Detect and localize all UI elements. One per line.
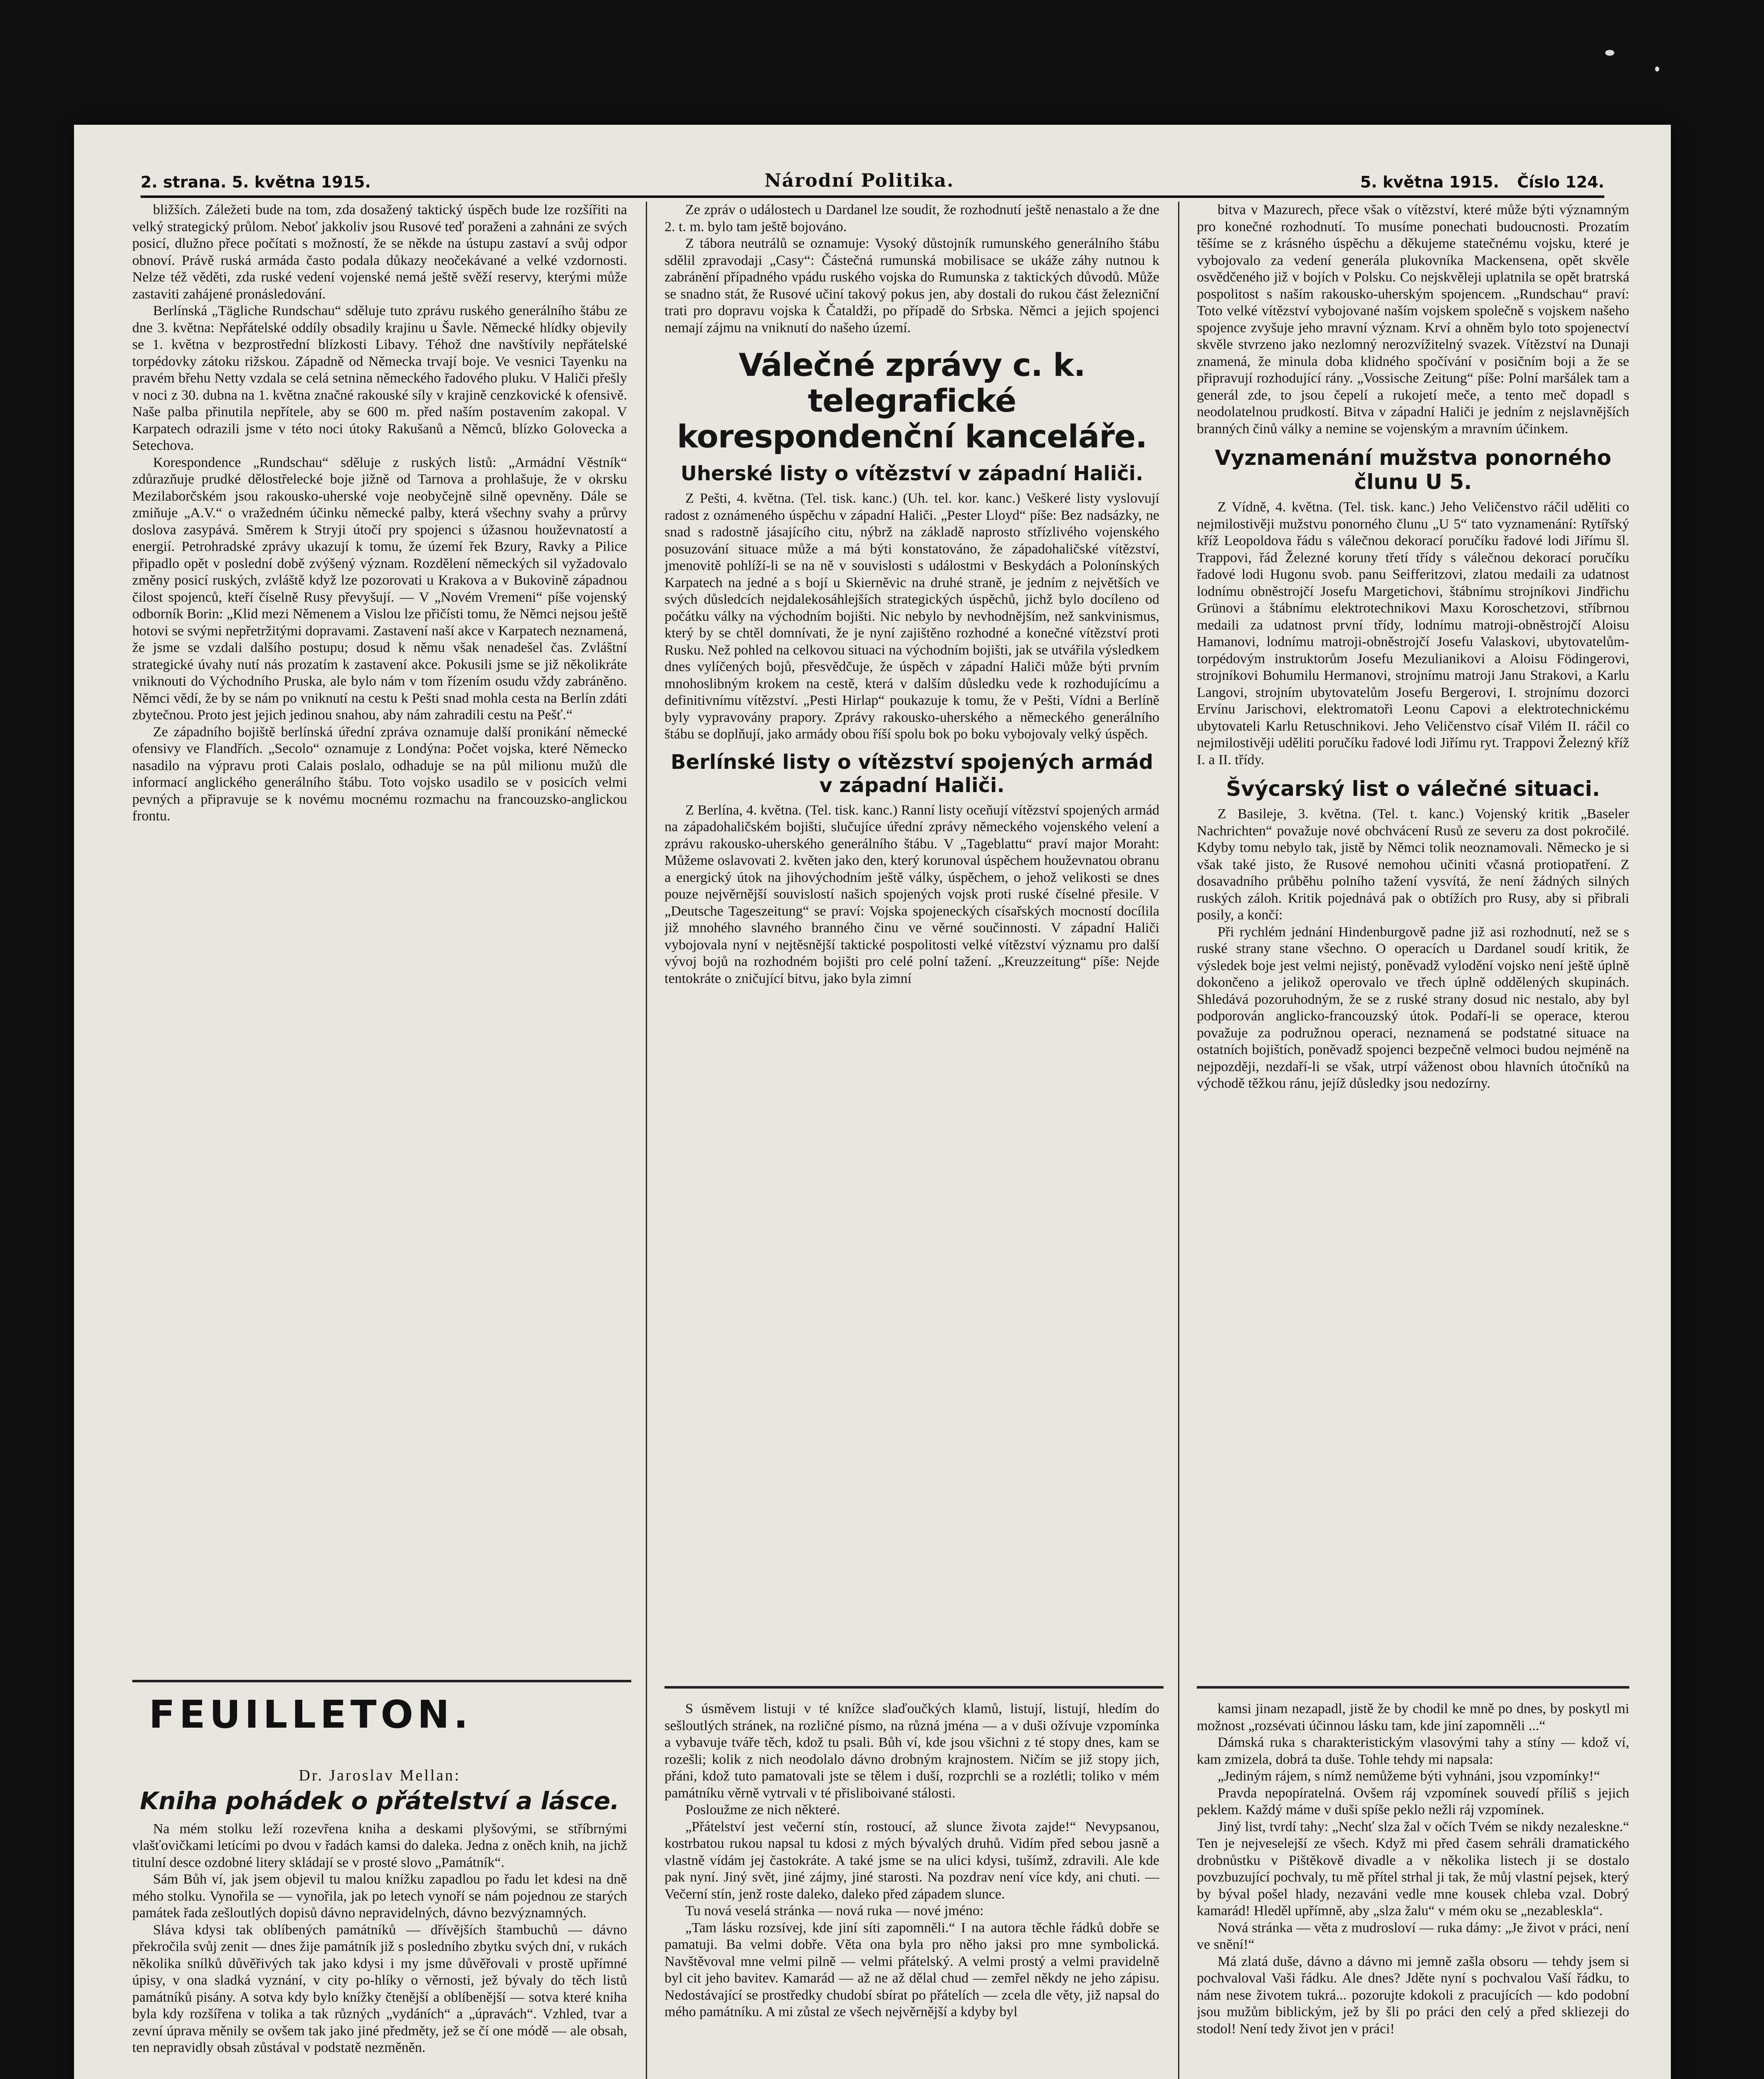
feuilleton-text: kamsi jinam nezapadl, jistě že by chodil ke mně po dnes, by poskytl mi možnost „rozsévati účinnou lásku tam, kde jiní zapomněli ...“: [1197, 1701, 1629, 1733]
headline-hungarian-papers: Uherské listy o vítězství v západní Haliči.: [680, 462, 1144, 485]
article-text: Z Berlína, 4. května. (Tel. tisk. kanc.) Ranní listy oceňují vítězství spojených armád na západohaličském bojišti, slučujíce úřední zprávy německého vojenského velení a zprávu rakousko-uherského generálního štábu. V „Tageblattu“ praví major Moraht: Můžeme oslavovati 2. květen jako den, který korunoval úspěchem houževnatou obranu a energický útok na jihovýchodním ještě války, úspěchem, o jehož velikosti se dnes pouze nejvěrnější souvislostí našich spojených vojsk proti ruské číselné přesile. V „Deutsche Tageszeitung“ se praví: Vojska spojeneckých císařských mocností docílila již mnohého slavného branného činu ve věrné součinnosti. V západní Haliči vybojovala nyní v nejtěsnější taktické pospolitosti velké vítězství významu pro další vývoj bojů na rozhodném bojišti pro celé polní tažení. „Kreuzzeitung“ píše: Nejde tentokráte o zničující bitvu, jako byla zimní: [665, 802, 1159, 986]
feuilleton-column-2: [665, 1701, 1159, 2079]
article-text: Berlínská „Tägliche Rundschau“ sděluje tuto zprávu ruského generálního štábu ze dne 3. května: Nepřátelské oddíly obsadily krajinu u Šavle. Německé hlídky objevily se 1. května v bezprostřední blízkosti Libavy. Téhož dne navštívily nepřátelské torpédovky zátoku rižskou. Západně od Německa trvají boje. Ve vesnici Tayenku na pravém břehu Netty vzdala se celá setnina německého řadového pluku. V Haliči přešly v noci z 30. dubna na 1. května značné rakouské síly v krajině cenzkovické k ofensivě. Naše palba přinutila nepřítele, aby se 600 m. před naším postavením zakopal. V Karpatech odrazili jsme v této noci útoky Rakušanů a Němců, blízko Golovecka a Setechova.: [132, 303, 627, 453]
feuilleton-story-title: Kniha pohádek o přátelství a lásce.: [140, 1786, 620, 1815]
headline-swiss-paper: Švýcarský list o válečné situaci.: [1226, 777, 1600, 801]
feuilleton-column-3: [1197, 1701, 1629, 2079]
column-rule-1: [646, 202, 647, 1728]
column-rule-1b: [646, 1688, 647, 2079]
feuilleton-text: Tu nová veselá stránka — nová ruka — nové jméno:: [685, 1903, 984, 1919]
feuilleton-rule-left: [132, 1680, 631, 1682]
masthead: Národní Politika.: [764, 170, 954, 191]
article-text: Při rychlém jednání Hindenburgově padne již asi rozhodnutí, než se s ruské strany stane všechno. O operacích u Dardanel soudí kritik, že výsledek boje jest velmi nejistý, poněvadž vylodění vojsko není ještě úplně dokončeno a jelikož operovalo ve třech úplně oddělených skupinách. Shledává pozoruhodným, že se z ruské strany dosud nic nestalo, aby byl podporován anglicko-francouzský útok. Podaří-li se operace, kterou považuje za podružnou operaci, neznamená se podstatné situace na ostatních bojištích, poněvadž spojenci bezpečně velmoci budou nejméně na nejpozději, nezdaří-li se však, utrpí váženost obou hlavních útočníků na východě těžkou ránu, jejíž důsledky jsou nedozírny.: [1197, 924, 1629, 1091]
article-text: Z Vídně, 4. května. (Tel. tisk. kanc.) Jeho Veličenstvo ráčil uděliti co nejmilostivěji mužstvu ponorného člunu „U 5“ tato vyznamenání: Rytířský kříž Leopoldova řádu s válečnou dekorací poručíku řadové lodi Jiřímu šl. Trappovi, řád Železné koruny třetí třídy s válečnou dekorací poručíku řadové lodi Hugonu svob. panu Seifferitzovi, zlatou medaili za udatnost lodnímu obněstrojčí Josefu Margetichovi, štábnímu strojníkovi Jindřichu Grünovi a štábnímu elektrotechnikovi Maxu Koroschetzovi, stříbrnou medaili za udatnost první třídy, lodnímu matroji-obněstrojčí Aloisu Hamanovi, lodnímu matroji-obněstrojčí Josefu Valaskovi, ubytovatelům-torpédovým instruktorům Josefu Mezulianikovi a Aloisu Födingerovi, strojníkovi Bohumilu Hermanovi, strojnímu matroji Janu Strakovi, a Karlu Langovi, strojním ubytovatelům Josefu Bergerovi, I. strojnímu dozorci Ervínu Jarischovi, elektromatoři Leonu Capovi a elektrotechnickému ubytovateli Karlu Retuschnikovi. Jeho Veličenstvo císař Vilém II. ráčil co nejmilostivěji uděliti poručíku řadové lodi Jiřímu ryt. Trappovi Železný kříž I. a II. třídy.: [1197, 499, 1629, 768]
article-text: Z Pešti, 4. května. (Tel. tisk. kanc.) (Uh. tel. kor. kanc.) Veškeré listy vyslovují radost z oznámeného úspěchu v západní Haliči. „Pester Lloyd“ píše: Bez nadsázky, ne snad s radostně jásajícího citu, nýbrž na základě naprosto střízlivého vojenského posuzování situace může a má býti konstatováno, že západohaličské vítězství, jmenovitě pohlíží-li se na ně v souvislosti s událostmi v Beskydách a Polonínských Karpatech na jedné a s bojí u Skierněvic na druhé straně, je jedním z největších ve svých důsledcích nejdalekosáhlejších strategických úspěchů, jichž bylo docíleno od počátku války na východním bojišti. Nic nebylo by nevhodnějším, než sankvinismus, který by se chtěl domnívati, že je nyní zajištěno rozhodné a konečné vítězství proti Rusku. Než pohled na celkovou situaci na východním bojišti, jak se utvářila výsledkem dnes vylíčených bojů, přesvědčuje, že úspěch v západní Haliči může býti prvním mnohoslibným krokem na cestě, která v dalším důsledku vede k rozhodujícímu a definitivnímu vítězství. „Pesti Hirlap“ poukazuje k tomu, že v Pešti, Vídni a Berlíně byly vypravovány prapory. Zprávy rakousko-uherského a německého generálního štábu se doplňují, jako armády obou říší spolu bok po boku vybojovaly velký úspěch.: [665, 491, 1159, 742]
feuilleton-text: Na mém stolku leží rozevřena kniha a deskami plyšovými, se stříbrnými vlašťovičkami letícími po dvou v řadách kamsi do daleka. Jedna z oněch knih, na jichž titulní desce ozdobné litery skládají se v prosté slovo „Památník“.: [132, 1821, 627, 1870]
scan-speck: [1655, 67, 1659, 72]
feuilleton-text: Posloužme ze nich některé.: [685, 1802, 840, 1817]
headline-berlin-papers: Berlínské listy o vítězství spojených armád v západní Haliči.: [670, 750, 1154, 797]
header-right: [1348, 173, 1604, 191]
article-text: Ze západního bojiště berlínská úřední zpráva oznamuje další pronikání německé ofensivy ve Flandřích. „Secolo“ oznamuje z Londýna: Počet vojska, které Německo nasadilo na výpravu proti Calais poslalo, odhaduje se na půl milionu mužů dle informací anglického generálního štábu. Toto vojsko usadilo se v posicích velmi pevných a připravuje se k novému mocnému rozmachu na francouzsko-anglickou frontu.: [132, 724, 627, 824]
article-text: Z tábora neutrálů se oznamuje: Vysoký důstojník rumunského generálního štábu sdělil zpravodaji „Casy“: Částečná rumunská mobilisace se ukáže záhy nutnou k zabránění případného vpádu ruského vojska do Rumunska z taktických důvodů. Může se snadno stát, že Rusové učiní takový pokus jen, aby dostali do rukou část železniční trati pro dopravu vojska k Čataldži, po případě do Srbska. Němci a jejich spojenci nemají zájmu na vniknutí do našeho území.: [665, 236, 1159, 336]
feuilleton-text: Pravda nepopíratelná. Ovšem ráj vzpomínek souvedí příliš s jejich peklem. Každý máme v duši spíše peklo nežli ráj vzpomínek.: [1197, 1785, 1629, 1817]
article-text: Z Basileje, 3. května. (Tel. t. kanc.) Vojenský kritik „Baseler Nachrichten“ považuje nové obchvácení Rusů ze severu za dost pokročilé. Kdyby tomu nebylo tak, jistě by Němci tolik neoznamovali. Německo je si však také jisto, že Rusové nemohou učiniti včasná protiopatření. Z dosavadního průběhu polního tažení vysvítá, že není žádných silných ruských záloh. Kritik pojednává pak o obtížích pro Rusy, aby si přibrali posily, a končí:: [1197, 806, 1629, 923]
header-date: 5. května 1915.: [1360, 173, 1500, 191]
feuilleton-text: S úsměvem listuji v té knížce slaďoučkých klamů, listují, listují, hledím do sešloutlých stránek, na rozličné písmo, na různá jména — a v duši ožívuje vzpomínka a vybavuje tváře těch, kdož tu psali. Bůh ví, kde jsou všichni z té stopy dnes, kam se rozešli; kolik z nich neodolalo dávno drobným krajnostem. Ničím se již stopy jich, přáni, kdož tuto pamatovali jste se tělem i duší, rozprchli se a rozlétli; toliko v mém památníku věrně vytrvali v té přisliboivané stálosti.: [665, 1701, 1159, 1801]
header-left: 2. strana. 5. května 1915.: [141, 173, 371, 191]
feuilleton-text: Dámská ruka s charakteristickým vlasovými tahy a stíny — kdož ví, kam zmizela, dobrá ta duše. Tohle tehdy mi napsala:: [1197, 1735, 1629, 1767]
newspaper-page: [74, 125, 1671, 2079]
feuilleton-text: Nová stránka — věta z mudrosloví — ruka dámy: „Je život v práci, není ve snění!“: [1197, 1920, 1629, 1952]
header-issue: Číslo 124.: [1517, 173, 1604, 191]
feuilleton-text: Má zlatá duše, dávno a dávno mi jemně zašla obsoru — tehdy jsem si pochvaloval Vaši řádku. Ale dnes? Jděte nyní s pochvalou Vaší řádku, to nám nese životem tukrá... pozorujte kdokoli z pracujících — kdo podobní jsou mužům biblickým, jež by šli po práci den celý a před skliezeji do stodol! Není tedy život jen v práci!: [1197, 1953, 1629, 2037]
feuilleton-text: „Jediným rájem, s nímž nemůžeme býti vyhnáni, jsou vzpomínky!“: [1218, 1768, 1600, 1784]
column-rule-2: [1178, 202, 1179, 2079]
feuilleton-author: Dr. Jaroslav Mellan:: [299, 1767, 461, 1784]
article-text: bitva v Mazurech, přece však o vítězství, které může býti významným pro konečné rozhodnutí. To musíme ponechati budoucnosti. Prozatím těšíme se z krásného úspěchu a děkujeme statečnému vojsku, které je vybojovalo za vedení generála plukovníka Mackensena, opět skvěle osvědčeného již v bojích v Polsku. Co nejskvěleji uplatnila se opět bratrská pospolitost s naším rakousko-uherským spojencem. „Rundschau“ praví: Toto velké vítězství vybojované naším vojskem společně s vojskem našeho spojence zvyšuje jeho mravní význam. Krví a ohněm bylo toto spojenectví skvěle stvrzeno jako nezlomný nerozvížitelný svazek. Vítězství na Dunaji znamená, že minula doba klidného spočívání v posičním boji a že se připravují rozhodující rány. „Vossische Zeitung“ píše: Polní maršálek tam a generál zde, to jsou čepelí a rukojetí meče, a tento meč dopadl s neodolatelnou prudkostí. Bitva v západní Haliči je jedním z nejslavnějších branných činů války a nemine se vojenským a mravním účinkem.: [1197, 202, 1629, 437]
feuilleton-title: FEUILLETON.: [149, 1692, 472, 1737]
feuilleton-column-1: [132, 1767, 627, 2079]
column-1: [132, 202, 627, 1678]
feuilleton-text: „Tam lásku rozsívej, kde jiní síti zapomněli.“ I na autora těchle řádků dobře se pamatuji. Ba velmi dobře. Věta ona byla pro něho jaksi pro mne symbolická. Navštěvoval mne velmi pilně — velmi přátelský. A velmi prostý a velmi pravidelně byl cit jeho bavitev. Kamarád — až ne až dělal chud — zemřel někdy ne jeho zápisu. Nedostávající se prostředky chudobí sbírat po přátelích — zcela dle věty, již napsal do mého památníku. A mi zůstal ze všech nejvěrnější a kdyby byl: [665, 1920, 1159, 2020]
feuilleton-text: Sám Bůh ví, jak jsem objevil tu malou knížku zapadlou po řadu let kdesi na dně mého stolku. Vynořila se — vynořila, jak po letech vynoří se nám pojednou ze starých památek řada zešloutlých dopisů dávno nepravidelných, dávno bezvýznamných.: [132, 1872, 627, 1921]
page-header: [141, 158, 1604, 198]
column-2: [665, 202, 1159, 1723]
feuilleton-text: Jiný list, tvrdí tahy: „Nechť slza žal v očích Tvém se nikdy nezaleskne.“ Ten je nejveselejší ze všech. Když mi před časem sehráli dramatického drobnůstku v Pištěkově divadle a v několika listech ji se dostalo povzbuzující pochvaly, tu mě přítel strhal ji tak, že můj vlastní pejsek, který by býval pošel hlady, nezaváni vedle mne kousek chleba vzal. Dobrý kamarád! Hleděl upřímně, aby „slza žalu“ v mém oku se „nezableskla“.: [1197, 1819, 1629, 1919]
column-3: [1197, 202, 1629, 1728]
article-text: bližších. Záležeti bude na tom, zda dosažený taktický úspěch bude lze rozšířiti na velký strategický průlom. Neboť jakkoliv jsou Rusové teď poraženi a zahnáni ze svých posicí, dlužno přece počítati s možností, že se někde na ústupu zastaví a svůj odpor obnoví. Právě ruská armáda často podala důkazy neočekávané a velké vzdornosti. Nelze též věděti, zda ruské vedení vojenské nemá ještě svěží reservy, kterými může zastaviti zahájené pronásledování.: [132, 202, 627, 302]
article-text: Ze zpráv o událostech u Dardanel lze soudit, že rozhodnutí ještě nenastalo a že dne 2. t. m. bylo tam ještě bojováno.: [665, 202, 1159, 235]
headline-war-reports: Válečné zprávy c. k. telegrafické korespondenční kanceláře.: [677, 346, 1147, 455]
feuilleton-text: „Přátelství jest večerní stín, rostoucí, až slunce života zajde!“ Nevypsanou, kostrbatou rukou napsal tu kdosi z mých bývalých druhů. Vidím před sebou jasně a vlastně vídám jej častokráte. A také jsme se na ulici kdysi, tušímž, zdravili. Ale kde pak nyní. Jiný svět, jiné zájmy, jiné starosti. Na pozdrav není více kdy, ani chuti. — Večerní stín, jenž roste daleko, daleko před západem slunce.: [665, 1819, 1159, 1902]
article-text: Korespondence „Rundschau“ sděluje z ruských listů: „Armádní Věstník“ zdůrazňuje prudké dělostřelecké boje jižně od Tarnova a prohlašuje, že v okrsku Mezilaborčském jsou rakousko-uherské voje neobyčejně silně opevněny. Dále se zmiňuje „A.V.“ o vražedném účinku německé palby, která všechny svahy a průrvy doslova zasypává. Směrem k Stryji útočí pry spojenci s úžasnou houževnatostí a energií. Petrohradské zprávy ukazují k tomu, že území řek Bzury, Ravky a Pilice připadlo opět v poslední době zvýšený význam. Rozdělení německých sil vyžadovalo změny posicí ruských, zvláště když lze pozorovati u Krakova a v Bukovině západnou čilost spojenců, kteří číselně Rusy převyšují. — V „Novém Vremeni“ píše vojenský odborník Borin: „Klid mezi Němenem a Vislou lze přičísti tomu, že Němci nejsou ještě hotovi se svými nepřetržitými dopravami. Zastavení naší akce v Karpatech neznamená, že jsme se vzdali dalšího postupu; dosud k němu však nenadešel čas. Zvláštní strategické úvahy nutí nás prozatím k zastavení akce. Pokusili jsme se již několikráte vniknouti do Východního Pruska, ale bylo nám v tom řízením osudu vždy zabráněno. Němci vědí, že by se nám po vniknutí na cestu k Pešti snad mohla cesta na Berlín zdáti zbytečnou. Proto jest jejich jedinou snahou, aby nám zahradili cestu na Pešť.“: [132, 454, 627, 723]
headline-u5-decorations: Vyznamenání mužstva ponorného člunu U 5.: [1215, 446, 1611, 494]
scan-speck: [1605, 50, 1614, 56]
feuilleton-text: Sláva kdysi tak oblíbených památníků — dřívějších štambuchů — dávno překročila svůj zenit — dnes žije památník již s posledního zbytku svých dní, v rukách několika snílků důvěřivých tak jako kdysi i my jsme důvěřovali v prostě upřímné úpisy, v ona sladká vyznání, v city po-hlíky o věrnosti, jež bývaly do těch listů památníků pisány. A sotva kdy bylo knížky čtenější a oblíbenější — sotva které kniha byla kdy rozšířena v tolika a tak různých „vydáních“ a „úpravách“. Vzhled, tvar a zevní úprava měnily se ovšem tak jako jiné předměty, jež se čí one módě — ale obsah, ten nepravidly obsah zůstával v podstatě nezměněn.: [132, 1922, 627, 2055]
